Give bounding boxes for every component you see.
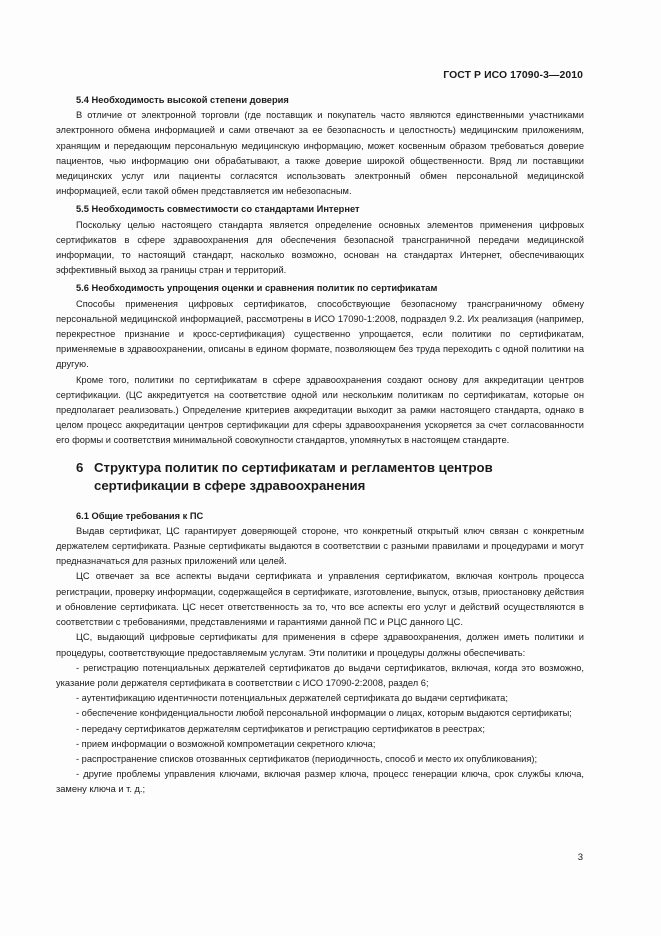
page-number: 3 <box>577 852 583 863</box>
list-item: - прием информации о возможной компрометации секретного ключа; <box>76 738 376 749</box>
page-content <box>56 93 584 798</box>
section-5-6-title: 5.6 Необходимость упрощения оценки и сравнения политик по сертификатам <box>76 283 438 294</box>
section-6-1-paragraph-3: ЦС, выдающий цифровые сертификаты для применения в сфере здравоохранения, должен иметь политики и процедуры, соответствующие предоставляемым услугам. Эти политики и процедуры должны обеспечивать: <box>56 632 584 658</box>
section-6-title-line-1: Структура политик по сертификатам и регламентов центров <box>94 459 493 475</box>
section-6-1-paragraph-2: ЦС отвечает за все аспекты выдачи сертификата и управления сертификатом, включая контроль процесса регистрации, проверку информации, содержащейся в сертификате, изготовление, выпуск, отзыв, приостановку действия и обновление сертификата. ЦС несет ответственность за то, что все аспекты его услуг и действий осуществляются в соответствии с требованиями, представлениями и гарантиями данной ПС и РЦС данного ЦС. <box>56 571 584 628</box>
section-6-number: 6 <box>76 459 84 475</box>
list-item: - аутентификацию идентичности потенциальных держателей сертификата до выдачи сертификата; <box>76 693 508 704</box>
section-6-title-line-2: сертификации в сфере здравоохранения <box>94 478 366 494</box>
standard-header: ГОСТ Р ИСО 17090-3—2010 <box>443 70 583 81</box>
section-5-4-paragraph: В отличие от электронной торговли (где поставщик и покупатель часто являются единственными участниками электронного обмена информацией и сами отвечают за ее безопасность и целостность) медицинским приложениям, хранящим и передающим персональную медицинскую информацию, может косвенным образом требоваться доверие пациентов, чью информацию они обрабатывают, а также доверие широкой общественности. Вряд ли поставщики медицинских услуг или пациенты согласятся использовать электронный обмен персональной медицинской информацией, если такой обмен представляется им небезопасным. <box>56 110 584 197</box>
list-item: - обеспечение конфиденциальности любой персональной информации о лицах, которым выдаются сертификаты; <box>76 708 572 719</box>
section-6-1-paragraph-1: Выдав сертификат, ЦС гарантирует доверяющей стороне, что конкретный открытый ключ связан с конкретным держателем сертификата. Разные сертификаты выдаются в соответствии с разными правилами и процедурами и могут предназначаться для разных приложений или целей. <box>56 525 584 567</box>
list-item: - регистрацию потенциальных держателей сертификатов до выдачи сертификатов, включая, когда это возможно, указание роли держателя сертификата в соответствии с ИСО 17090-2:2008, раздел 6; <box>56 662 584 688</box>
section-5-6-paragraph-2: Кроме того, политики по сертификатам в сфере здравоохранения создают основу для аккредитации центров сертификации. (ЦС аккредитуется на соответствие одной или нескольким политикам по сертификатам, которые он предполагает реализовать.) Определение критериев аккредитации выходит за рамки настоящего стандарта, однако в целом процесс аккредитации центров сертификации для сферы здравоохранения ускоряется за счет согласованности его формы и соответствия минимальной совокупности стандартов, упомянутых в настоящем стандарте. <box>56 374 584 446</box>
section-5-5-paragraph: Поскольку целью настоящего стандарта является определение основных элементов применения цифровых сертификатов в сфере здравоохранения для обеспечения безопасной трансграничной передачи медицинской информации, то настоящий стандарт, насколько возможно, основан на стандартах Интернет, обеспечивающих эффективный выход за границы стран и территорий. <box>56 219 584 276</box>
list-item: - передачу сертификатов держателям сертификатов и регистрацию сертификатов в реестрах; <box>76 723 485 734</box>
list-item: - распространение списков отозванных сертификатов (периодичность, способ и место их опубликования); <box>76 753 538 764</box>
section-6-heading <box>56 459 584 496</box>
section-5-4-title: 5.4 Необходимость высокой степени доверия <box>76 95 289 105</box>
section-6-1-title: 6.1 Общие требования к ПС <box>76 510 204 521</box>
section-5-5-title: 5.5 Необходимость совместимости со стандартами Интернет <box>76 204 360 215</box>
section-5-6-paragraph-1: Способы применения цифровых сертификатов, способствующие безопасному трансграничному обмену персональной медицинской информацией, рассмотрены в ИСО 17090-1:2008, подраздел 9.2. Их реализация (например, перекрестное признание и кросс-сертификация) существенно упрощается, если политики по сертификатам, применяемые в здравоохранении, описаны в едином формате, позволяющем без труда переходить с одной политики на другую. <box>56 298 584 370</box>
list-item: - другие проблемы управления ключами, включая размер ключа, процесс генерации ключа, срок службы ключа, замену ключа и т. д.; <box>56 769 584 795</box>
